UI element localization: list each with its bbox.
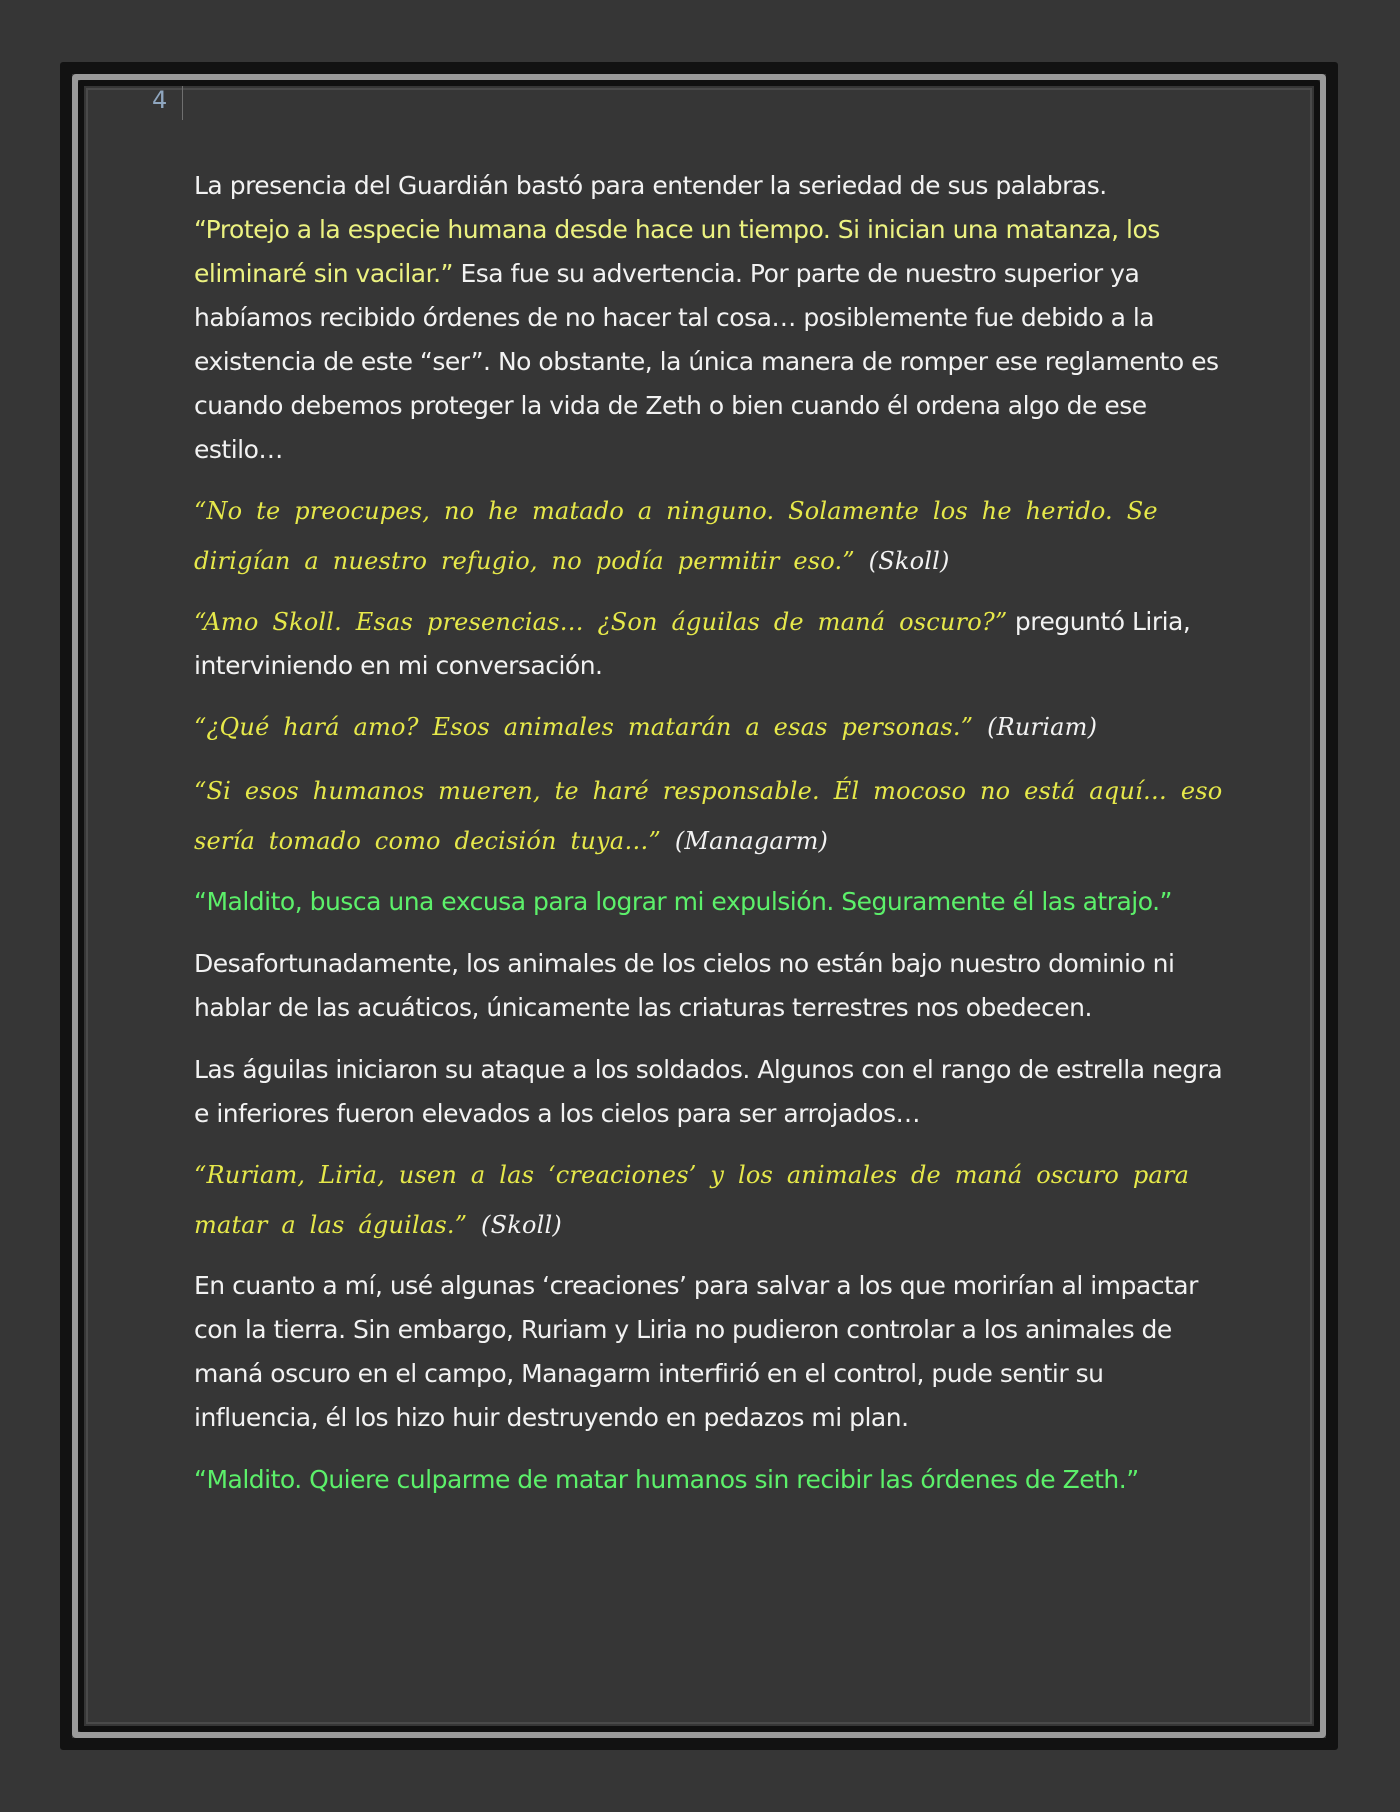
dialogue-text: “No te preocupes, no he matado a ninguno. Solamente los he herido. Se dirigían a nuestro refugio, no podía permitir eso.” bbox=[194, 497, 1158, 575]
dialogue-ruriam bbox=[194, 702, 1226, 752]
page-content bbox=[194, 164, 1226, 1502]
dialogue-narration: preguntó Liria, interviniendo en mi conversación. bbox=[194, 607, 1191, 680]
dialogue-text: “Si esos humanos mueren, te haré responsable. Él mocoso no está aquí… eso sería tomado como decisión tuya…” bbox=[194, 777, 1223, 855]
dialogue-skoll-2 bbox=[194, 1150, 1226, 1250]
page-number-divider bbox=[182, 86, 183, 120]
narration-paragraph-2: Desafortunadamente, los animales de los cielos no están bajo nuestro dominio ni hablar de las acuáticos, únicamente las criaturas terrestres nos obedecen. bbox=[194, 949, 1175, 1022]
page-number: 4 bbox=[152, 86, 168, 114]
dialogue-liria bbox=[194, 600, 1226, 688]
dialogue-skoll-1 bbox=[194, 486, 1226, 586]
speaker-tag: (Skoll) bbox=[467, 1211, 562, 1239]
thought-paragraph-2: “Maldito. Quiere culparme de matar humanos sin recibir las órdenes de Zeth.” bbox=[194, 1465, 1139, 1494]
guardian-quote: “Protejo a la especie humana desde hace un tiempo. Si inician una matanza, los eliminaré sin vacilar.” bbox=[194, 215, 1160, 288]
speaker-tag: (Ruriam) bbox=[973, 713, 1098, 741]
dialogue-managarm bbox=[194, 766, 1226, 866]
narration-paragraph-1 bbox=[194, 164, 1226, 472]
thought-paragraph-1: “Maldito, busca una excusa para lograr mi expulsión. Seguramente él las atrajo.” bbox=[194, 887, 1172, 916]
narration-sentence: La presencia del Guardián bastó para entender la seriedad de sus palabras. bbox=[194, 171, 1107, 200]
narration-paragraph-3: Las águilas iniciaron su ataque a los soldados. Algunos con el rango de estrella negra e inferiores fueron elevados a los cielos para ser arrojados… bbox=[194, 1055, 1223, 1128]
narration-continuation: Esa fue su advertencia. Por parte de nuestro superior ya habíamos recibido órdenes de no hacer tal cosa… posiblemente fue debido a la existencia de este “ser”. No obstante, la única manera de romper ese reglamento es cuando debemos proteger la vida de Zeth o bien cuando él ordena algo de ese estilo… bbox=[194, 259, 1219, 464]
dialogue-text: “Amo Skoll. Esas presencias… ¿Son águilas de maná oscuro?” bbox=[194, 608, 1008, 636]
speaker-tag: (Skoll) bbox=[854, 547, 950, 575]
dialogue-text: “Ruriam, Liria, usen a las ‘creaciones’ y los animales de maná oscuro para matar a las águilas.” bbox=[194, 1161, 1190, 1239]
speaker-tag: (Managarm) bbox=[660, 827, 829, 855]
narration-paragraph-4: En cuanto a mí, usé algunas ‘creaciones’ para salvar a los que morirían al impactar con la tierra. Sin embargo, Ruriam y Liria no pudieron controlar a los animales de maná oscuro en el campo, Managarm interfirió en el control, pude sentir su influencia, él los hizo huir destruyendo en pedazos mi plan. bbox=[194, 1271, 1198, 1432]
dialogue-text: “¿Qué hará amo? Esos animales matarán a esas personas.” bbox=[194, 713, 974, 741]
